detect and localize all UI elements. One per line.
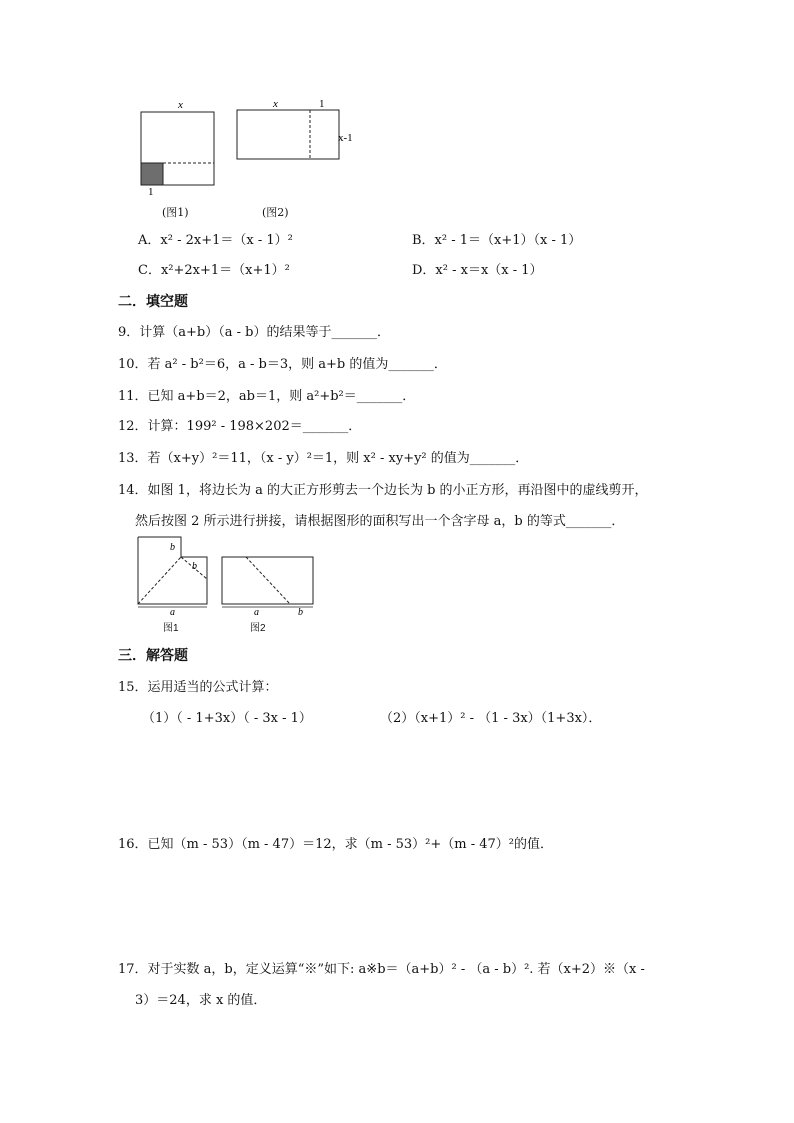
fig1-label-x: x: [178, 99, 183, 111]
question-17-line1: 17．对于实数 a，b，定义运算“※”如下: a※b＝（a+b）² - （a - b）². 若（x+2）※（x -: [118, 962, 645, 977]
figure-q14-2: [218, 554, 318, 616]
question-17-line2: 3）＝24，求 x 的值．: [135, 993, 267, 1008]
fig2-label-1: 1: [319, 98, 325, 110]
q14-fig2-label-b: b: [298, 607, 303, 616]
question-15-part1: （1）（ - 1+3x）（ - 3x - 1）: [142, 711, 312, 726]
q14-fig1-label-b2: b: [192, 561, 197, 572]
option-a: A．x² - 2x+1＝（x - 1）²: [138, 233, 293, 248]
q14-fig1-caption: 图1: [163, 623, 179, 634]
fig2-caption: (图2): [262, 206, 289, 219]
figure-q14-1: [134, 534, 214, 616]
option-b: B．x² - 1＝（x+1）（x - 1）: [412, 233, 582, 248]
option-d: D．x² - x＝x（x - 1）: [412, 263, 543, 278]
question-15-stem: 15．运用适当的公式计算：: [118, 680, 278, 695]
figure-2-rectangle: [230, 96, 360, 166]
figure-1-square: [130, 96, 230, 196]
section2-title: 二．填空题: [118, 294, 188, 310]
fig2-label-xm1: x-1: [338, 132, 353, 144]
q14-fig2-label-a: a: [254, 607, 259, 616]
question-14-line2: 然后按图 2 所示进行拼接，请根据图形的面积写出一个含字母 a，b 的等式_______．: [135, 514, 625, 529]
section3-title: 三．解答题: [118, 648, 188, 664]
q14-fig1-label-a: a: [170, 607, 175, 616]
question-12: 12．计算：199² - 198×202＝_______．: [118, 419, 362, 434]
fig1-caption: (图1): [162, 206, 189, 219]
question-15-part2: （2）（x+1）² - （1 - 3x）（1+3x）．: [380, 711, 602, 726]
question-9: 9．计算（a+b）（a - b）的结果等于_______．: [118, 325, 390, 340]
question-14-line1: 14．如图 1，将边长为 a 的大正方形剪去一个边长为 b 的小正方形，再沿图中的虚线剪开，: [118, 483, 648, 498]
question-16: 16．已知（m - 53）（m - 47）＝12，求（m - 53）²+（m - 47）²的值．: [118, 837, 554, 852]
fig2-label-x: x: [273, 98, 278, 110]
fig1-label-1: 1: [148, 186, 154, 196]
q14-fig1-label-b1: b: [170, 542, 175, 553]
question-13: 13．若（x+y）²＝11，（x - y）²＝1，则 x² - xy+y² 的值为_______．: [118, 451, 529, 466]
question-11: 11．已知 a+b＝2，ab＝1，则 a²+b²＝_______．: [118, 389, 416, 404]
option-c: C．x²+2x+1＝（x+1）²: [138, 263, 290, 278]
q14-fig2-caption: 图2: [250, 623, 266, 634]
question-10: 10．若 a² - b²＝6，a - b＝3，则 a+b 的值为_______．: [118, 357, 447, 372]
